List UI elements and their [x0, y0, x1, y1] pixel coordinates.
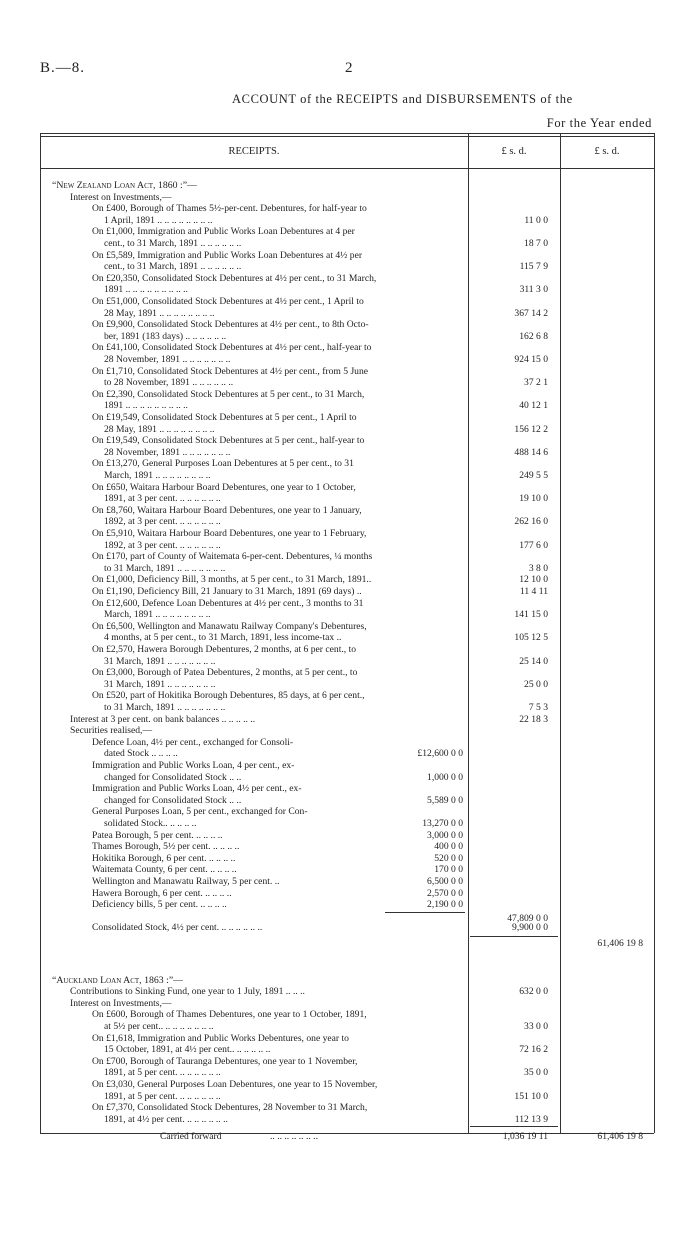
entry-amount: 25 14 0 — [519, 655, 548, 667]
security-text: Immigration and Public Works Loan, 4 per cent., ex- — [92, 760, 295, 771]
entry-text: 31 March, 1891 .. .. .. .. .. .. .. — [104, 655, 216, 667]
carried-forward-amount-2: 61,406 19 8 — [597, 1131, 643, 1143]
entry-text: On £1,190, Deficiency Bill, 21 January to 31 March, 1891 (69 days) .. — [92, 586, 362, 597]
entry-text: On £520, part of Hokitika Borough Debentures, 85 days, at 6 per cent., — [92, 690, 365, 702]
entry-text: 1 April, 1891 .. .. .. .. .. .. .. .. — [104, 214, 213, 226]
column-divider-1 — [468, 133, 469, 1133]
security-amount: 3,000 0 0 — [427, 829, 463, 841]
entry-text: On £13,270, General Purposes Loan Debentures at 5 per cent., to 31 — [92, 458, 354, 470]
consolidated-stock-amount: 9,900 0 0 — [512, 922, 548, 934]
table-top-border — [40, 133, 654, 134]
carried-forward-rule — [470, 1126, 558, 1127]
security-text: Defence Loan, 4½ per cent., exchanged for Consoli- — [92, 736, 294, 748]
entry-amount: 7 5 3 — [528, 702, 548, 713]
page-number: 2 — [345, 60, 353, 76]
entry-text: cent., to 31 March, 1891 .. .. .. .. .. .. — [104, 238, 242, 249]
entry-text: 1891, at 5 per cent. .. .. .. .. .. .. — [104, 1067, 221, 1079]
security-text: Deficiency bills, 5 per cent. .. .. .. .. — [92, 899, 227, 911]
entry-amount: 105 12 5 — [514, 632, 548, 644]
entry-amount: 35 0 0 — [524, 1067, 548, 1079]
entry-text: 1892, at 3 per cent. .. .. .. .. .. .. — [104, 539, 221, 551]
security-amount: 2,190 0 0 — [427, 899, 463, 911]
entry-amount: 25 0 0 — [524, 678, 548, 690]
entry-text: On £3,030, General Purposes Loan Debentures, one year to 15 November, — [92, 1079, 378, 1090]
security-text: Patea Borough, 5 per cent. .. .. .. .. — [92, 829, 223, 841]
section-heading: “New Zealand Loan Act, 1860 :”— — [52, 180, 197, 191]
entry-text: On £3,000, Borough of Patea Debentures, 2 months, at 5 per cent., to — [92, 667, 358, 679]
security-text: Hokitika Borough, 6 per cent. .. .. .. .. — [92, 852, 236, 864]
entry-text: On £20,350, Consolidated Stock Debentures at 4½ per cent., to 31 March, — [92, 272, 377, 284]
entry-text: On £170, part of County of Waitemata 6-per-cent. Debentures, ¼ months — [92, 551, 373, 563]
entry-text: On £9,900, Consolidated Stock Debentures at 4½ per cent., to 8th Octo- — [92, 319, 369, 331]
entry-text: 28 November, 1891 .. .. .. .. .. .. .. — [104, 446, 231, 458]
document-reference: B.—8. — [40, 60, 86, 76]
entry-text: March, 1891 .. .. .. .. .. .. .. .. — [104, 470, 211, 481]
security-amount: 400 0 0 — [434, 841, 463, 853]
entry-amount: 40 12 1 — [519, 400, 548, 412]
security-text: Thames Borough, 5½ per cent. .. .. .. .. — [92, 841, 240, 853]
entry-amount: 311 3 0 — [519, 284, 548, 296]
entry-text: to 31 March, 1891 .. .. .. .. .. .. .. — [104, 702, 226, 713]
entry-amount: 11 0 0 — [524, 214, 548, 226]
security-text: dated Stock .. .. .. .. — [104, 748, 178, 760]
security-text: changed for Consolidated Stock .. .. — [104, 771, 242, 783]
entry-text: ber, 1891 (183 days) .. .. .. .. .. .. — [104, 330, 227, 342]
entry-text: On £2,570, Hawera Borough Debentures, 2 months, at 6 per cent., to — [92, 644, 357, 655]
entry-text: 28 May, 1891 .. .. .. .. .. .. .. .. — [104, 307, 215, 319]
entry-text: On £6,500, Wellington and Manawatu Railway Company's Debentures, — [92, 620, 367, 632]
security-amount: £12,600 0 0 — [417, 748, 463, 760]
subsection-label: Securities realised,— — [70, 725, 153, 737]
entry-amount: 262 16 0 — [514, 516, 548, 528]
entry-amount: 33 0 0 — [524, 1021, 548, 1032]
security-text: Hawera Borough, 6 per cent. .. .. .. .. — [92, 887, 232, 899]
entry-amount: 141 15 0 — [514, 609, 548, 621]
entry-text: 31 March, 1891 .. .. .. .. .. .. .. — [104, 678, 216, 690]
receipts-column-header: RECEIPTS. — [228, 146, 280, 157]
carried-forward-amount-1: 1,036 19 11 — [502, 1131, 548, 1143]
entry-text: March, 1891 .. .. .. .. .. .. .. .. — [104, 609, 211, 621]
page-title: ACCOUNT of the RECEIPTS and DISBURSEMENTS of the — [232, 92, 573, 106]
entry-text: 15 October, 1891, at 4½ per cent.. .. .. .. .. .. — [104, 1044, 271, 1056]
security-amount: 6,500 0 0 — [427, 876, 463, 887]
entry-text: On £2,390, Consolidated Stock Debentures at 5 per cent., to 31 March, — [92, 388, 365, 400]
entry-amount: 37 2 1 — [524, 377, 548, 389]
security-text: General Purposes Loan, 5 per cent., exchanged for Con- — [92, 806, 308, 818]
entry-text: 1891, at 4½ per cent. .. .. .. .. .. .. — [104, 1113, 228, 1125]
section-heading: “Auckland Loan Act, 1863 :”— — [52, 974, 183, 986]
contribution-amount: 632 0 0 — [519, 986, 548, 998]
entry-text: 4 months, at 5 per cent., to 31 March, 1891, less income-tax .. — [104, 632, 342, 644]
entry-amount: 3 8 0 — [528, 562, 548, 574]
entry-text: On £8,760, Waitara Harbour Board Debentures, one year to 1 January, — [92, 504, 362, 516]
entry-text: On £1,710, Consolidated Stock Debentures at 4½ per cent., from 5 June — [92, 365, 369, 377]
entry-amount: 367 14 2 — [514, 307, 548, 319]
entry-text: On £19,549, Consolidated Stock Debentures at 5 per cent., 1 April to — [92, 412, 357, 423]
entry-text: On £5,589, Immigration and Public Works Loan Debentures at 4½ per — [92, 249, 363, 261]
security-amount: 5,589 0 0 — [427, 794, 463, 806]
security-amount: 520 0 0 — [434, 852, 463, 864]
security-text: solidated Stock.. .. .. .. .. — [104, 818, 197, 829]
entry-text: On £19,549, Consolidated Stock Debentures at 5 per cent., half-year to — [92, 435, 365, 447]
page-subtitle: For the Year ended — [546, 116, 652, 130]
entry-amount: 11 4 11 — [519, 586, 548, 597]
amount-column-header-1: £ s. d. — [501, 146, 527, 157]
subtotal-rule — [385, 912, 465, 913]
bank-interest-amount: 22 18 3 — [519, 713, 548, 725]
entry-text: On £1,000, Deficiency Bill, 3 months, at 5 per cent., to 31 March, 1891.. — [92, 574, 372, 586]
table-top-border-inner — [40, 136, 654, 137]
security-amount: 2,570 0 0 — [427, 887, 463, 899]
entry-text: On £5,910, Waitara Harbour Board Debentures, one year to 1 February, — [92, 528, 367, 539]
entry-amount: 249 5 5 — [519, 470, 548, 481]
entry-text: On £1,000, Immigration and Public Works Loan Debentures at 4 per — [92, 226, 355, 238]
entry-text: On £400, Borough of Thames 5½-per-cent. Debentures, for half-year to — [92, 203, 367, 215]
entry-amount: 72 16 2 — [519, 1044, 548, 1056]
entry-text: 28 May, 1891 .. .. .. .. .. .. .. .. — [104, 423, 215, 435]
security-text: Immigration and Public Works Loan, 4½ per cent., ex- — [92, 783, 302, 795]
subsection-label: Interest on Investments,— — [70, 997, 172, 1009]
entry-text: to 28 November, 1891 .. .. .. .. .. .. — [104, 377, 234, 389]
carried-forward-label: Carried forward — [160, 1131, 222, 1143]
carried-forward-dots: .. .. .. .. .. .. .. — [270, 1131, 318, 1143]
section-total-amount: 61,406 19 8 — [597, 938, 643, 949]
security-amount: 1,000 0 0 — [427, 771, 463, 783]
amount-column-header-2: £ s. d. — [594, 146, 620, 157]
entry-amount: 156 12 2 — [514, 423, 548, 435]
security-text: changed for Consolidated Stock .. .. — [104, 794, 242, 806]
entry-text: 1892, at 3 per cent. .. .. .. .. .. .. — [104, 516, 221, 528]
security-text: Wellington and Manawatu Railway, 5 per cent. .. — [92, 876, 280, 887]
column-divider-2 — [560, 133, 561, 1133]
subsection-label: Interest on Investments,— — [70, 191, 172, 203]
entry-text: On £1,618, Immigration and Public Works Debentures, one year to — [92, 1032, 349, 1044]
entry-text: On £650, Waitara Harbour Board Debentures, one year to 1 October, — [92, 481, 356, 493]
security-amount: 170 0 0 — [434, 864, 463, 876]
entry-text: On £12,600, Defence Loan Debentures at 4½ per cent., 3 months to 31 — [92, 597, 364, 609]
entry-text: at 5½ per cent.. .. .. .. .. .. .. .. — [104, 1021, 214, 1032]
entry-amount: 924 15 0 — [514, 354, 548, 365]
entry-text: On £51,000, Consolidated Stock Debentures at 4½ per cent., 1 April to — [92, 296, 364, 307]
entry-amount: 162 6 8 — [519, 330, 548, 342]
entry-amount: 12 10 0 — [519, 574, 548, 586]
entry-text: 28 November, 1891 .. .. .. .. .. .. .. — [104, 354, 231, 365]
contribution-text: Contributions to Sinking Fund, one year to 1 July, 1891 .. .. .. — [70, 986, 305, 998]
security-text: Waitemata County, 6 per cent. .. .. .. .. — [92, 864, 237, 876]
entry-text: to 31 March, 1891 .. .. .. .. .. .. .. — [104, 562, 226, 574]
table-header-rule — [40, 168, 654, 169]
entry-text: 1891 .. .. .. .. .. .. .. .. .. — [104, 284, 188, 296]
entry-amount: 115 7 9 — [519, 261, 548, 273]
entry-text: On £41,100, Consolidated Stock Debentures at 4½ per cent., half-year to — [92, 342, 372, 354]
entry-text: On £600, Borough of Thames Debentures, one year to 1 October, 1891, — [92, 1009, 367, 1021]
entry-amount: 151 10 0 — [514, 1090, 548, 1102]
securities-total-amount: 47,809 0 0 — [507, 912, 548, 924]
entry-text: On £700, Borough of Tauranga Debentures, one year to 1 November, — [92, 1055, 358, 1067]
consolidated-stock-text: Consolidated Stock, 4½ per cent. .. .. .. .. .. .. — [92, 922, 263, 934]
bank-interest-text: Interest at 3 per cent. on bank balances .. .. .. .. .. — [70, 713, 256, 725]
entry-text: 1891 .. .. .. .. .. .. .. .. .. — [104, 400, 188, 412]
entry-text: 1891, at 5 per cent. .. .. .. .. .. .. — [104, 1090, 221, 1102]
entry-text: 1891, at 3 per cent. .. .. .. .. .. .. — [104, 493, 221, 505]
table-right-border — [654, 133, 655, 1133]
entry-amount: 18 7 0 — [524, 238, 548, 249]
security-amount: 13,270 0 0 — [422, 818, 463, 829]
entry-amount: 19 10 0 — [519, 493, 548, 505]
entry-text: cent., to 31 March, 1891 .. .. .. .. .. .. — [104, 261, 242, 273]
entry-amount: 488 14 6 — [514, 446, 548, 458]
table-left-border — [40, 133, 41, 1133]
entry-text: On £7,370, Consolidated Stock Debentures, 28 November to 31 March, — [92, 1102, 368, 1114]
entry-amount: 112 13 9 — [514, 1113, 548, 1125]
section-total-rule — [470, 936, 558, 937]
entry-amount: 177 6 0 — [519, 539, 548, 551]
